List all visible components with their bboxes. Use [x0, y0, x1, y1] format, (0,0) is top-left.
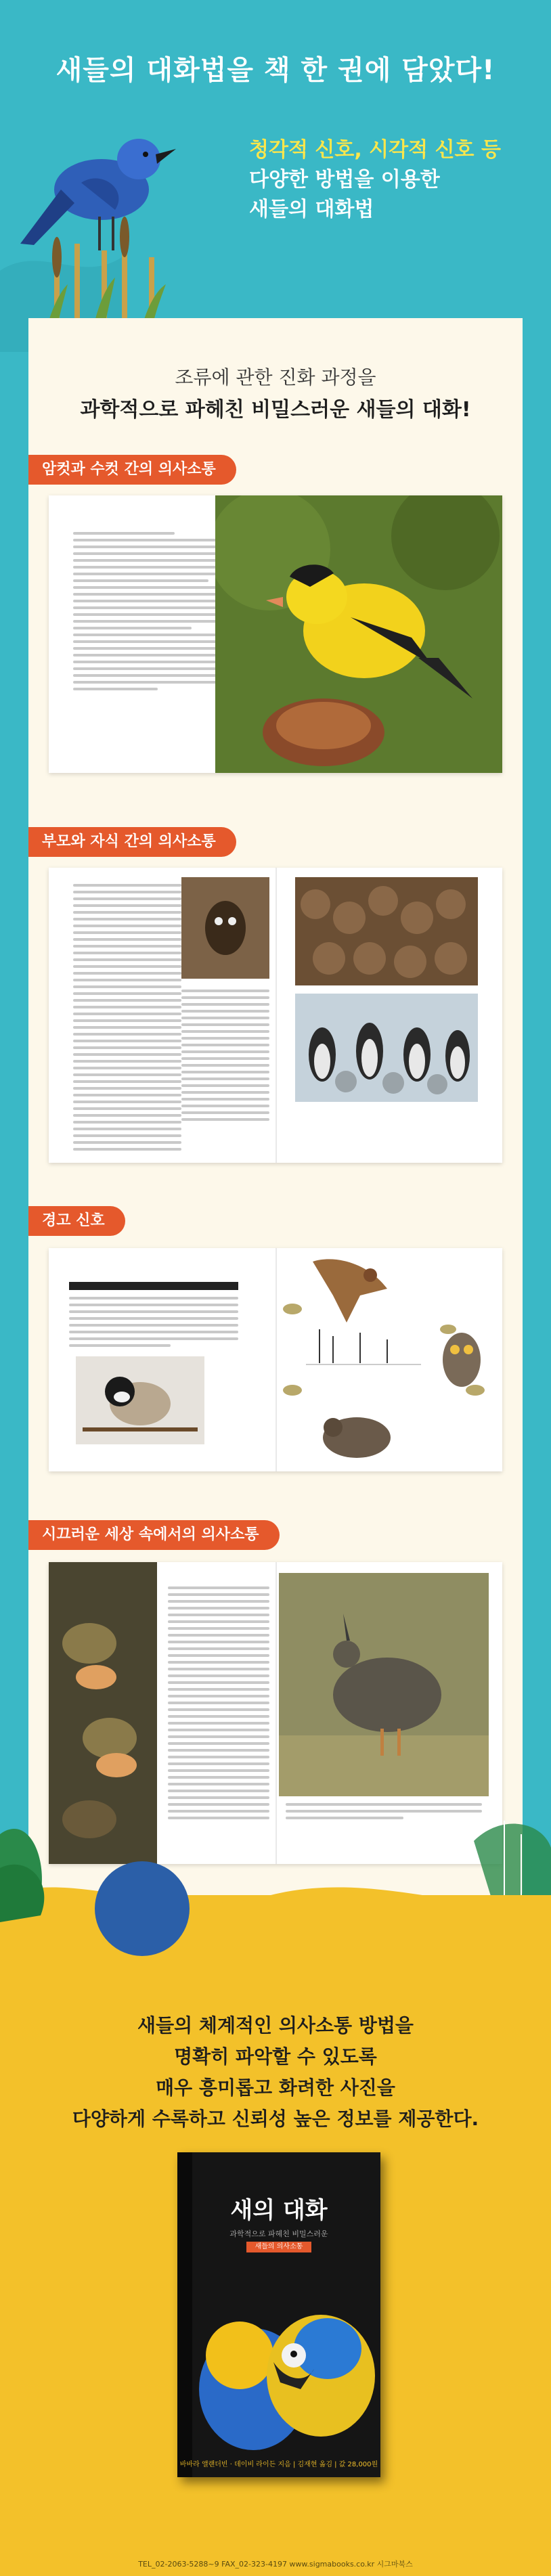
- hero-tagline: [249, 135, 533, 225]
- page-text: [69, 1297, 238, 1351]
- book-authors: 바바라 앨랜더빈 · 데이비 라이든 지음 | 김재현 옮김 | 값 28,000원: [179, 2461, 378, 2468]
- book-tag: 새들의 의사소통: [246, 2242, 311, 2252]
- bottom-copy-line-1: 새들의 체계적인 의사소통 방법을: [137, 2014, 414, 2037]
- small-bird-icons: [272, 1289, 502, 1465]
- book-subtitle: 과학적으로 파헤친 비밀스러운: [229, 2229, 328, 2238]
- spread-gutter: [276, 868, 277, 1163]
- book-cover: [177, 2152, 380, 2477]
- box-header: [69, 1282, 238, 1290]
- bottom-wave-decoration: [0, 1827, 551, 1963]
- spread-male-female: [49, 495, 502, 773]
- section-tag-noisy-world: 시끄러운 세상 속에서의 의사소통: [28, 1520, 280, 1550]
- penguin-chicks-photo: [295, 877, 478, 985]
- footer-contact: TEL_02-2063-5288~9 FAX_02-323-4197 www.sigmabooks.co.kr 시그마북스: [138, 2560, 413, 2569]
- hero-tagline-line-3: 새들의 대화법: [249, 198, 374, 221]
- spread-parent-child: [49, 868, 502, 1163]
- hero-tagline-line-2: 다양한 방법을 이용한: [249, 168, 440, 192]
- macaw-illustration: [192, 2281, 380, 2450]
- page-text: [73, 884, 181, 1155]
- chickadee-photo: [76, 1356, 204, 1444]
- bottom-copy-line-3: 매우 흥미롭고 화려한 사진을: [156, 2077, 395, 2099]
- hero-tagline-line-1: 청각적 신호, 시각적 신호 등: [249, 138, 501, 162]
- bottom-copy-line-2: 명확히 파악할 수 있도록: [174, 2045, 377, 2068]
- bottom-copy: [0, 2010, 551, 2135]
- page-text: [181, 990, 269, 1125]
- goldfinch-photo: [215, 495, 502, 773]
- intro-line-2: 과학적으로 파헤친 비밀스러운 새들의 대화!: [80, 398, 471, 422]
- intro-line-1: 조류에 관한 진화 과정을: [175, 366, 376, 388]
- spread-alarm-signal: [49, 1248, 502, 1471]
- hero-title: 새들의 대화법을 책 한 권에 담았다!: [56, 55, 495, 86]
- book-title: 새의 대화: [230, 2197, 328, 2224]
- owl-nest-photo: [181, 877, 269, 979]
- section-tag-alarm-signal: 경고 신호: [28, 1206, 125, 1236]
- bottom-copy-line-4: 다양하게 수록하고 신뢰성 높은 정보를 제공한다.: [72, 2108, 479, 2130]
- emperor-penguin-photo: [295, 994, 478, 1102]
- section-tag-parent-child: 부모와 자식 간의 의사소통: [28, 827, 236, 857]
- section-tag-male-female: 암컷과 수컷 간의 의사소통: [28, 455, 236, 485]
